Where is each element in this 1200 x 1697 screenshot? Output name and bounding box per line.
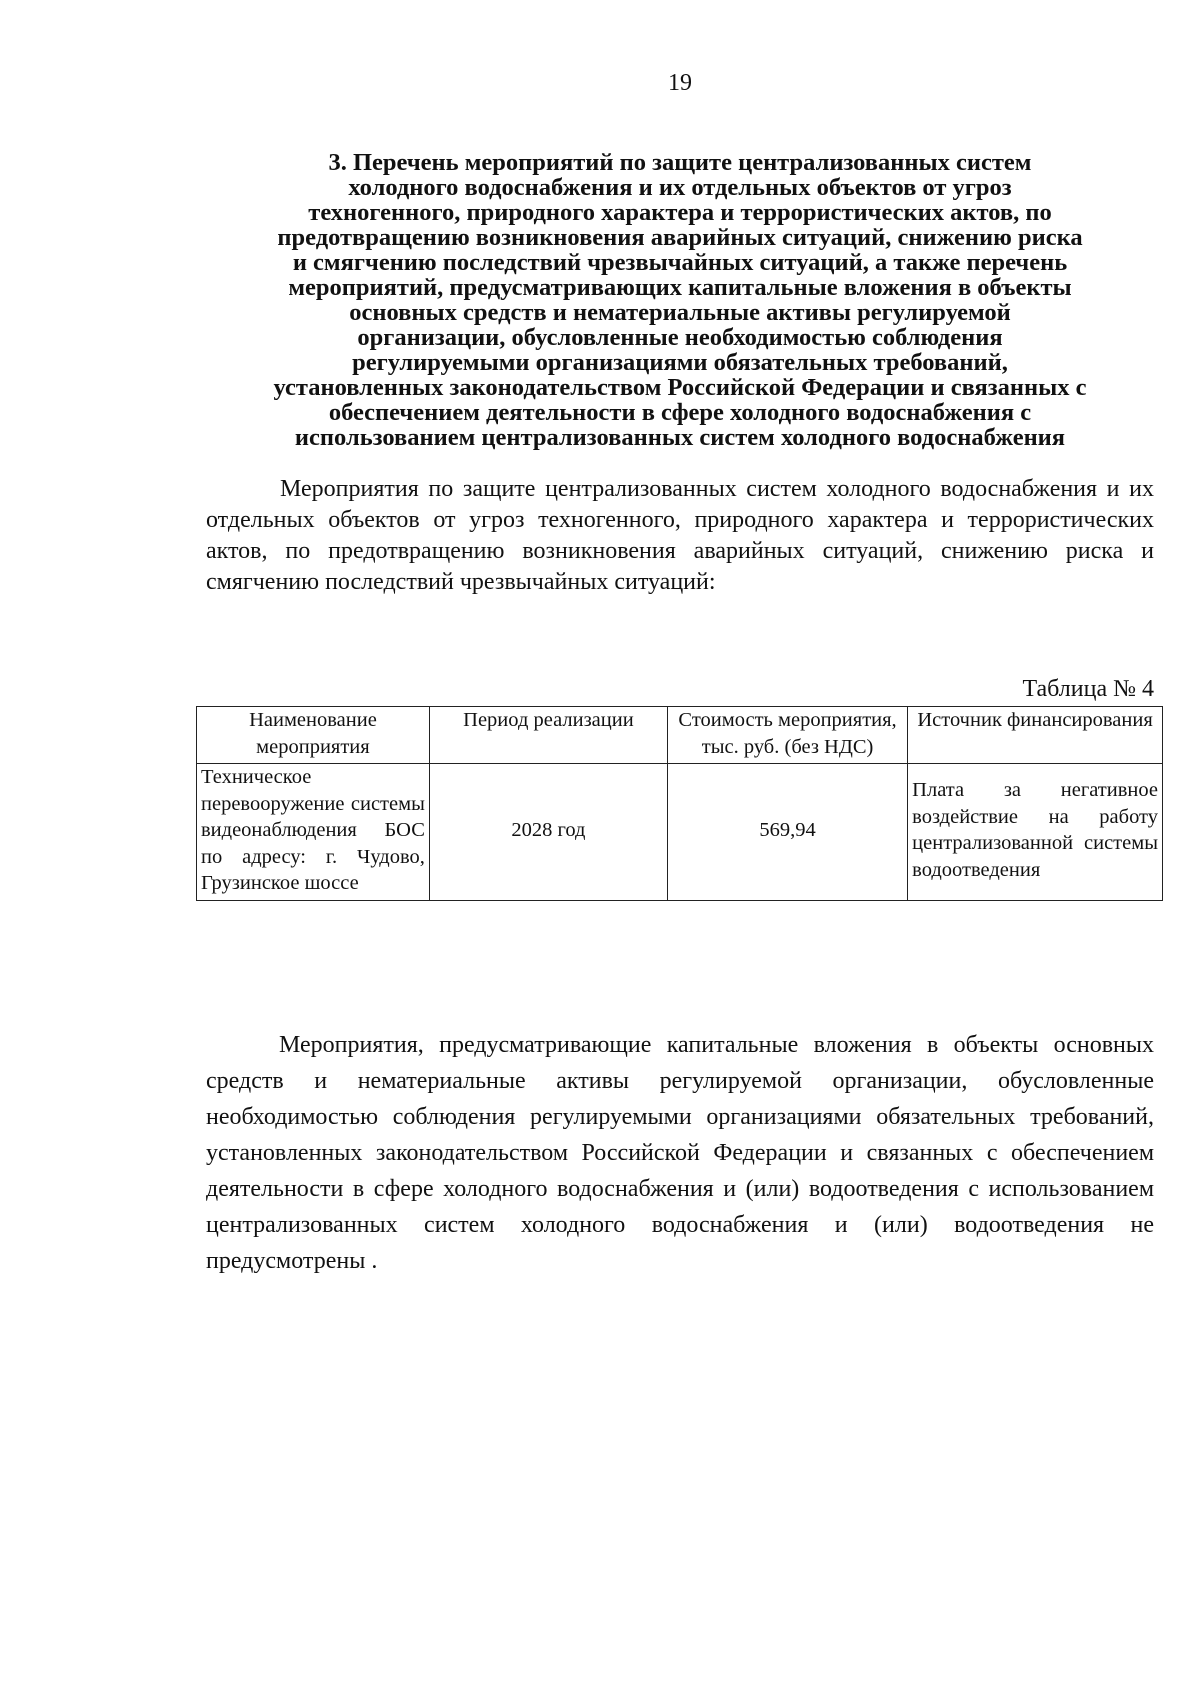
heading-line: использованием централизованных систем холодного водоснабжения: [294, 424, 1066, 451]
heading-line: обеспечением деятельности в сфере холодного водоснабжения с: [328, 399, 1032, 426]
table-row: [197, 764, 1163, 901]
header-source: Источник финансирования: [908, 707, 1163, 764]
heading-line: 3. Перечень мероприятий по защите централизованных систем: [328, 149, 1032, 176]
table-caption: Таблица № 4: [1022, 676, 1154, 702]
header-period: Период реализации: [429, 707, 667, 764]
cell-period: 2028 год: [429, 764, 667, 901]
heading-line: основных средств и нематериальные активы регулируемой: [349, 299, 1011, 326]
heading-line: и смягчению последствий чрезвычайных ситуаций, а также перечень: [292, 249, 1068, 276]
heading-line: предотвращению возникновения аварийных ситуаций, снижению риска: [277, 224, 1083, 251]
measures-table: [196, 706, 1163, 901]
table-header-row: [197, 707, 1163, 764]
cell-name: Техническое перевооружение системы видеонаблюдения БОС по адресу: г. Чудово, Грузинское шоссе: [197, 764, 430, 901]
heading-line: холодного водоснабжения и их отдельных объектов от угроз: [348, 174, 1012, 201]
heading-line: мероприятий, предусматривающих капитальные вложения в объекты: [288, 274, 1072, 301]
header-name: Наименование мероприятия: [197, 707, 430, 764]
heading-line: техногенного, природного характера и террористических актов, по: [308, 199, 1052, 226]
cell-source: Плата за негативное воздействие на работу централизованной системы водоотведения: [908, 764, 1163, 901]
cell-cost: 569,94: [667, 764, 907, 901]
heading-line: установленных законодательством Российской Федерации и связанных с: [273, 374, 1087, 401]
page-number: 19: [668, 70, 692, 96]
heading-line: регулируемыми организациями обязательных требований,: [352, 349, 1008, 376]
intro-paragraph: Мероприятия по защите централизованных систем холодного водоснабжения и их отдельных объектов от угроз техногенного, природного характера и террористических актов, по предотвращению возникновения аварийных ситуаций, снижению риска и смягчению последствий чрезвычайных ситуаций:: [206, 476, 1154, 595]
section-heading: [195, 150, 1165, 450]
heading-line: организации, обусловленные необходимостью соблюдения: [357, 324, 1003, 351]
conclusion-paragraph: Мероприятия, предусматривающие капитальные вложения в объекты основных средств и нематериальные активы регулируемой организации, обусловленные необходимостью соблюдения регулируемыми организациями обязательных требований, установленных законодательством Российской Федерации и связанных с обеспечением деятельности в сфере холодного водоснабжения и (или) водоотведения с использованием централизованных систем холодного водоснабжения и (или) водоотведения не предусмотрены .: [206, 1032, 1154, 1274]
header-cost: Стоимость мероприятия, тыс. руб. (без НДС): [667, 707, 907, 764]
